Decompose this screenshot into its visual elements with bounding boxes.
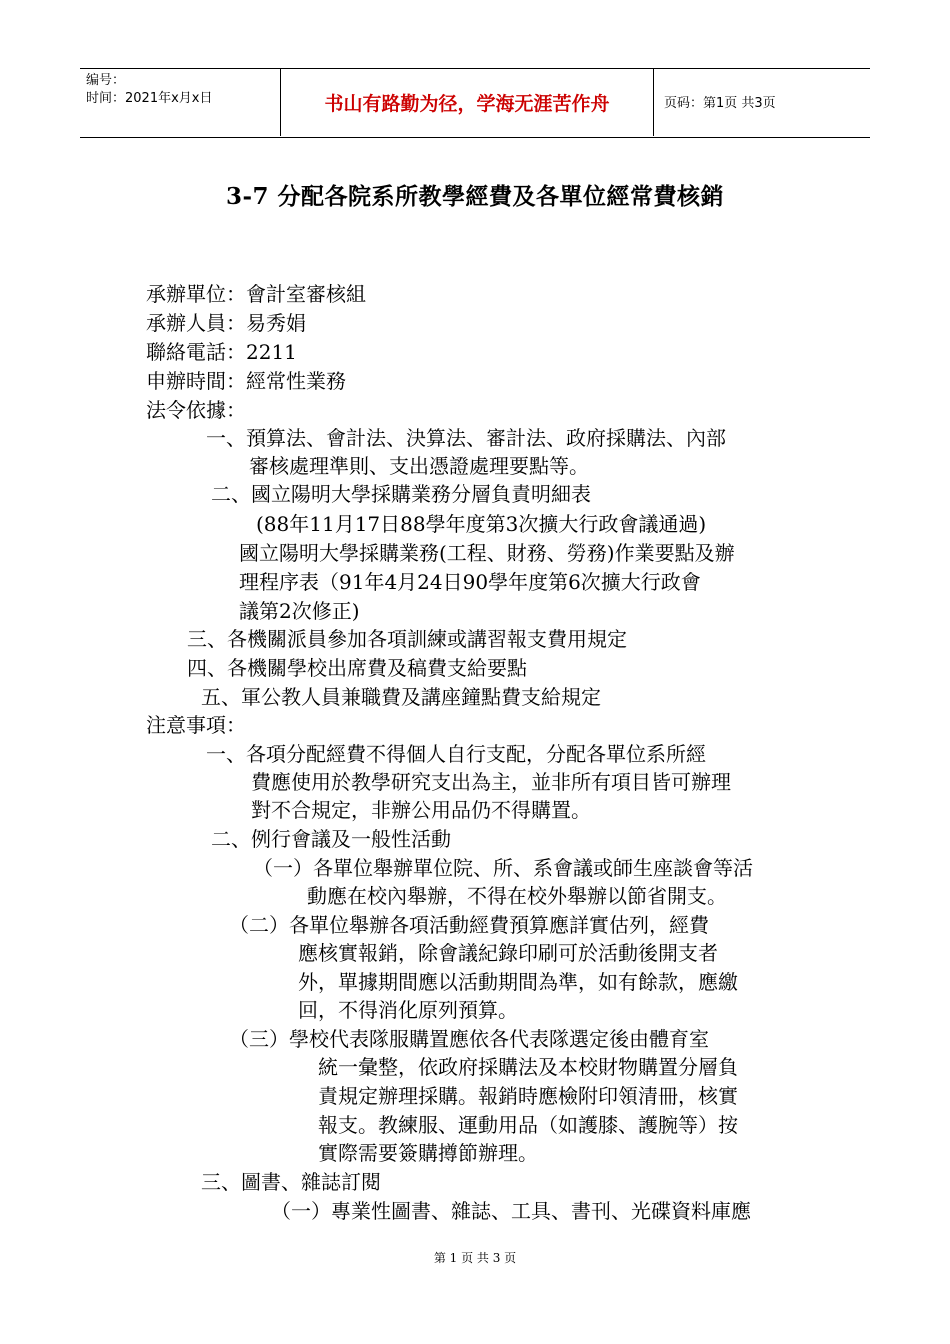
text-line: (88年11月17日88學年度第3次擴大行政會議通過)	[256, 512, 707, 536]
text-line: 動應在校內舉辦，不得在校外舉辦以節省開支。	[307, 884, 727, 908]
text-line: 回，不得消化原列預算。	[298, 998, 518, 1022]
text-line: 三、圖書、雜誌訂閱	[201, 1170, 381, 1194]
text-line: （三）學校代表隊服購置應依各代表隊選定後由體育室	[229, 1027, 709, 1051]
text-line: 費應使用於教學研究支出為主，並非所有項目皆可辦理	[251, 770, 731, 794]
text-line: 二、例行會議及一般性活動	[211, 827, 451, 851]
text-line: （一）專業性圖書、雜誌、工具、書刊、光碟資料庫應	[271, 1199, 751, 1223]
text-line: 理程序表（91年4月24日90學年度第6次擴大行政會	[239, 570, 701, 594]
page-footer: 第 1 页 共 3 页	[433, 1251, 517, 1265]
text-line: 議第2次修正)	[239, 599, 360, 623]
header-meta	[86, 72, 212, 108]
doc-date-label: 时间：2021年x月x日	[86, 91, 213, 106]
text-line: 實際需要簽購撙節辦理。	[318, 1141, 538, 1165]
section-heading: 注意事項：	[146, 713, 246, 737]
text-line: 應核實報銷，除會議紀錄印刷可於活動後開支者	[298, 941, 718, 965]
text-line: 審核處理準則、支出憑證處理要點等。	[249, 454, 589, 478]
header-motto: 书山有路勤为径，学海无涯苦作舟	[324, 92, 610, 115]
text-line: 報支。教練服、運動用品（如護膝、護腕等）按	[318, 1113, 738, 1137]
text-line: （一）各單位舉辦單位院、所、系會議或師生座談會等活	[253, 856, 753, 880]
text-line: 國立陽明大學採購業務(工程、財務、勞務)作業要點及辦	[239, 541, 735, 565]
header-page-label: 页码：第1页 共3页	[664, 96, 776, 111]
info-line: 申辦時間：經常性業務	[146, 369, 346, 393]
header-divider	[653, 68, 654, 136]
text-line: 五、軍公教人員兼職費及講座鐘點費支給規定	[201, 685, 601, 709]
text-line: 四、各機關學校出席費及稿費支給要點	[187, 656, 527, 680]
document-title: 3-7 分配各院系所教學經費及各單位經常費核銷	[225, 183, 725, 210]
info-line: 聯絡電話：2211	[146, 340, 297, 364]
text-line: 一、預算法、會計法、決算法、審計法、政府採購法、內部	[206, 426, 726, 450]
text-line: 一、各項分配經費不得個人自行支配，分配各單位系所經	[206, 742, 706, 766]
doc-number-label: 编号：	[86, 73, 126, 88]
info-line: 承辦單位：會計室審核組	[146, 282, 366, 306]
text-line: 對不合規定，非辦公用品仍不得購置。	[251, 798, 591, 822]
text-line: 統一彙整，依政府採購法及本校財物購置分層負	[318, 1055, 738, 1079]
section-heading: 法令依據：	[146, 398, 246, 422]
text-line: 三、各機關派員參加各項訓練或講習報支費用規定	[187, 627, 627, 651]
text-line: 外，單據期間應以活動期間為準，如有餘款，應繳	[298, 970, 738, 994]
text-line: （二）各單位舉辦各項活動經費預算應詳實估列，經費	[229, 913, 709, 937]
info-line: 承辦人員：易秀娟	[146, 311, 306, 335]
text-line: 二、國立陽明大學採購業務分層負責明細表	[211, 482, 591, 506]
text-line: 責規定辦理採購。報銷時應檢附印領清冊，核實	[318, 1084, 738, 1108]
